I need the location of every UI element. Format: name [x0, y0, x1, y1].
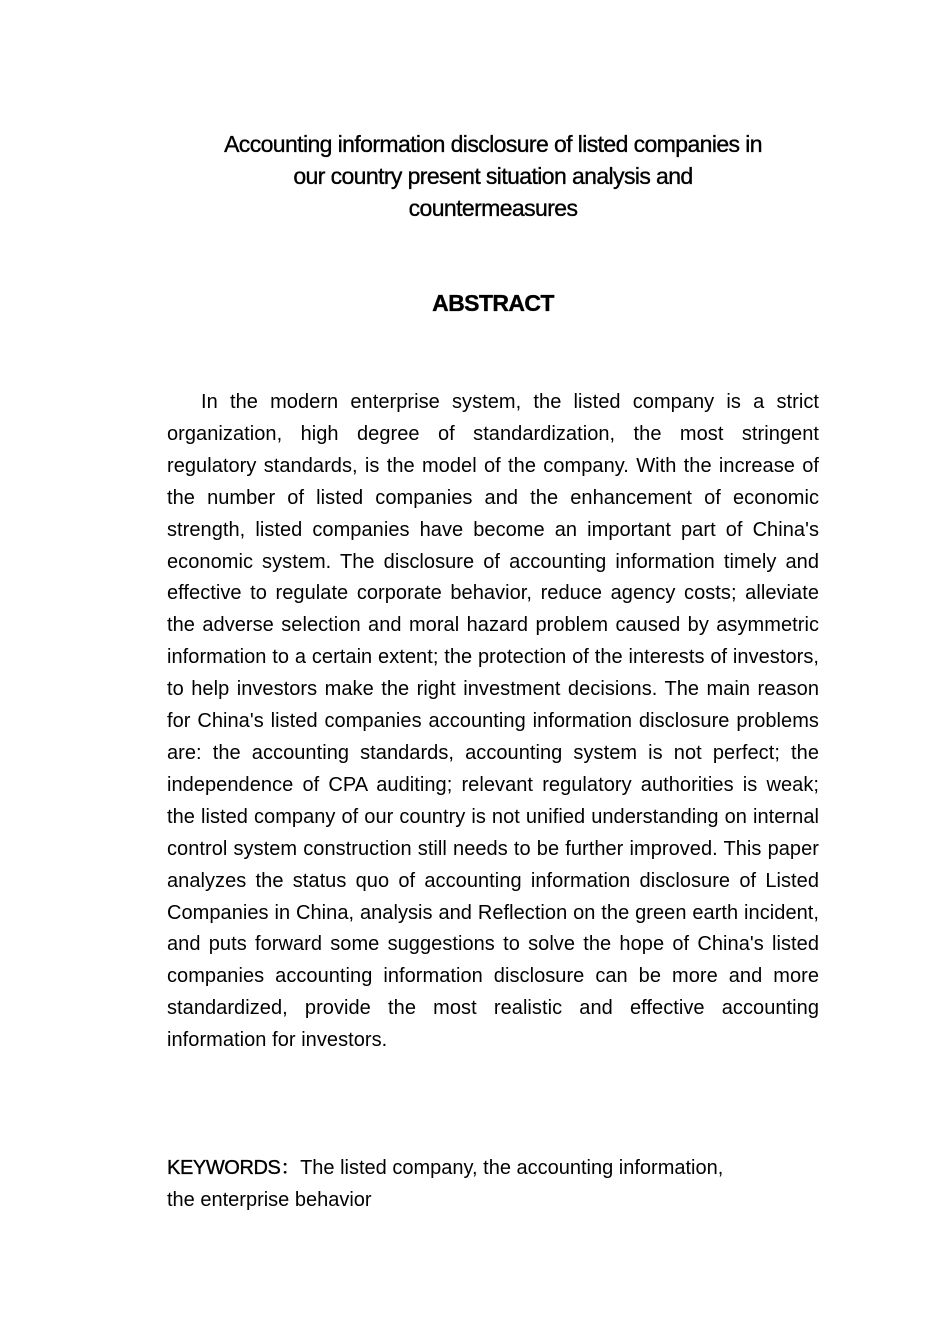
- abstract-paragraph: In the modern enterprise system, the listed company is a strict organization, high degree of standardization, the most stringent regulatory standards, is the model of the company. With the increase of the number of listed companies and the enhancement of economic strength, listed companies have become an important part of China's economic system. The disclosure of accounting information timely and effective to regulate corporate behavior, reduce agency costs; alleviate the adverse selection and moral hazard problem caused by asymmetric information to a certain extent; the protection of the interests of investors, to help investors make the right investment decisions. The main reason for China's listed companies accounting information disclosure problems are: the accounting standards, accounting system is not perfect; the independence of CPA auditing; relevant regulatory authorities is weak; the listed company of our country is not unified understanding on internal control system construction still needs to be further improved. This paper analyzes the status quo of accounting information disclosure of Listed Companies in China, analysis and Reflection on the green earth incident, and puts forward some suggestions to solve the hope of China's listed companies accounting information disclosure can be more and more standardized, provide the most realistic and effective accounting information for investors.: [167, 391, 819, 1052]
- keywords-block: [167, 1152, 819, 1216]
- title-line-3: countermeasures: [408, 195, 578, 221]
- keywords-text-1: The listed company, the accounting information,: [300, 1157, 724, 1179]
- title-line-2: our country present situation analysis and: [293, 163, 693, 189]
- document-title: [150, 128, 836, 224]
- keywords-text-2: the enterprise behavior: [167, 1189, 372, 1211]
- abstract-heading: ABSTRACT: [432, 290, 554, 316]
- keywords-label: KEYWORDS：: [167, 1157, 301, 1179]
- keywords-line-1: [167, 1152, 819, 1184]
- title-line-1: Accounting information disclosure of listed companies in: [224, 131, 762, 157]
